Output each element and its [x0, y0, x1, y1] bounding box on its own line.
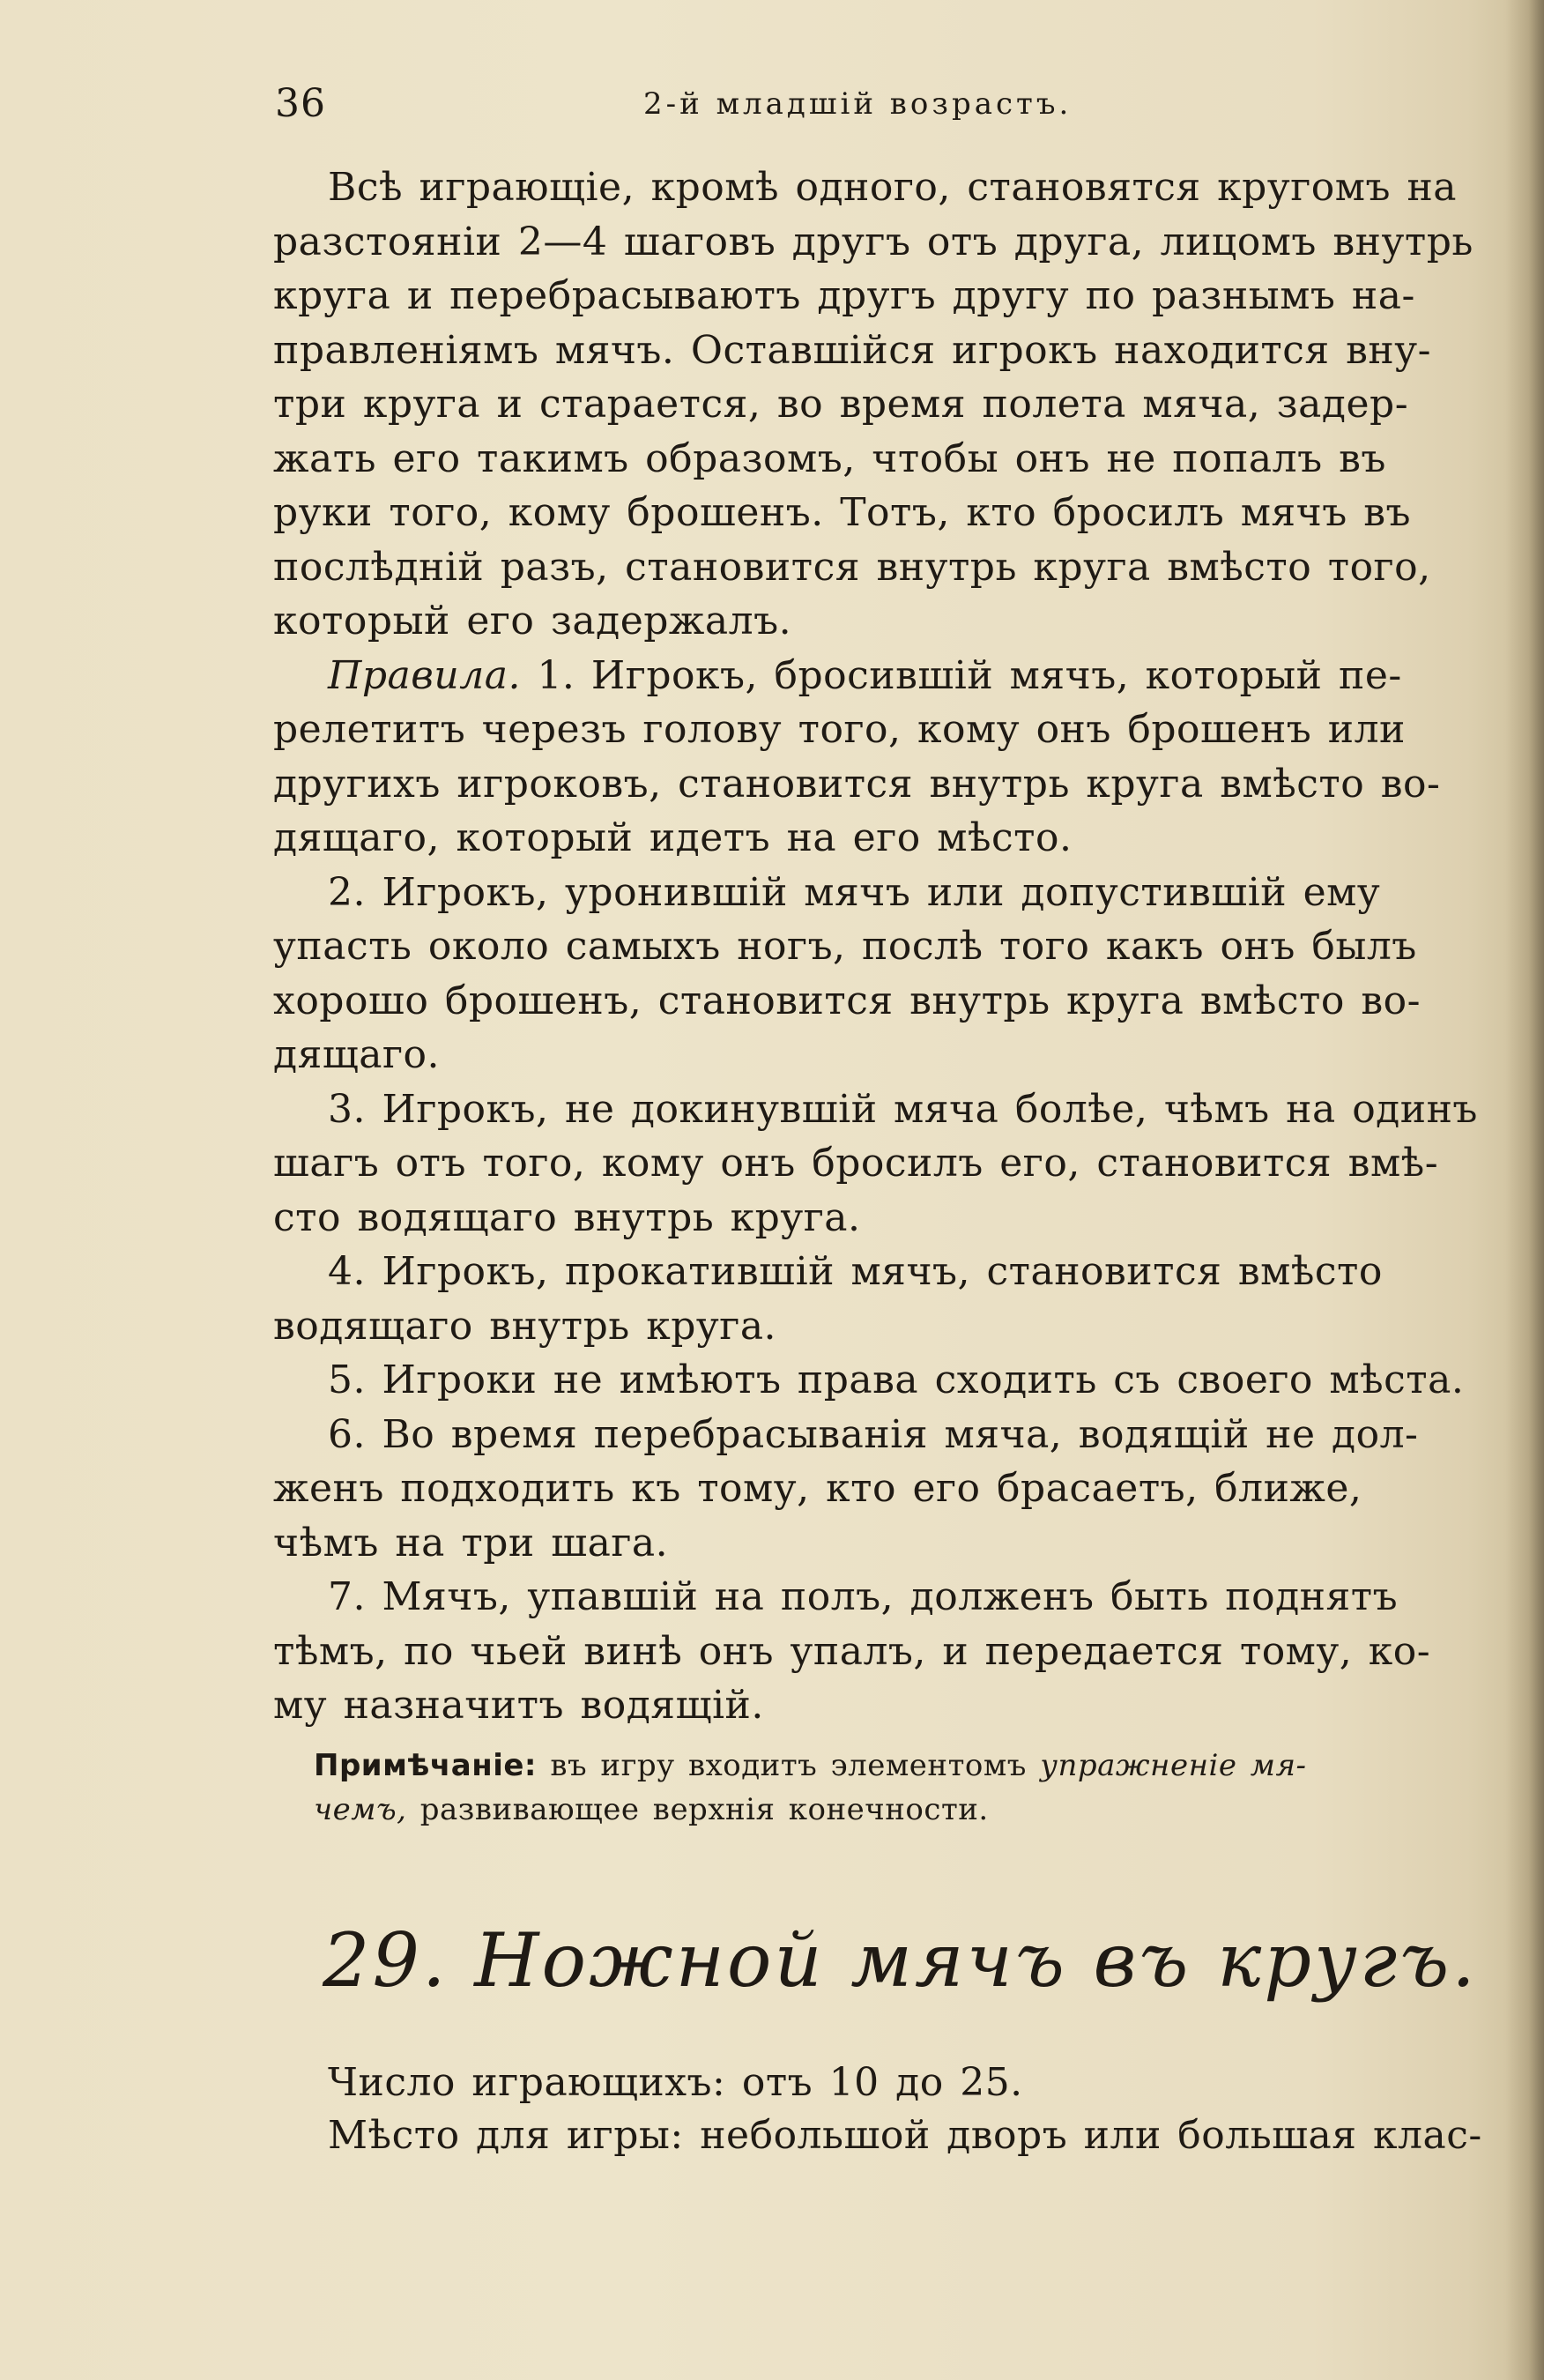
text-line-content: послѣдній разъ, становится внутрь круга вмѣсто того,: [273, 544, 1431, 590]
text-line-content: чѣмъ на три шага.: [273, 1520, 669, 1566]
text-line-content: жать его такимъ образомъ, чтобы онъ не попалъ въ: [273, 435, 1386, 481]
text-line-content: женъ подходить къ тому, кто его брасаетъ, ближе,: [273, 1466, 1362, 1511]
text-line: [273, 811, 1441, 866]
text-line: [273, 1408, 1441, 1462]
text-line-content: Всѣ играющіе, кромѣ одного, становятся кругомъ на: [328, 165, 1458, 210]
text-line: [273, 324, 1441, 378]
text-line: [273, 1299, 1441, 1354]
text-line-content: 3. Игрокъ, не докинувшій мяча болѣе, чѣмъ на одинъ: [328, 1086, 1478, 1132]
text-line: [273, 160, 1458, 215]
text-line: [273, 269, 1441, 324]
section-intro: [328, 2056, 1482, 2162]
text-line: [273, 974, 1441, 1029]
text-line: [273, 594, 1441, 649]
text-line-content: 5. Игроки не имѣютъ права сходить съ своего мѣста.: [328, 1357, 1465, 1402]
running-head-title: 2-й младшій возрастъ.: [643, 86, 1073, 122]
text-line: [273, 1028, 1441, 1082]
note-italic: чемъ,: [314, 1792, 407, 1827]
rules-label: Правила.: [328, 652, 521, 698]
text-line-content: му назначитъ водящій.: [273, 1683, 764, 1728]
text-line: [273, 919, 1441, 974]
text-line: [273, 1136, 1441, 1191]
text-line-content: 6. Во время перебрасыванія мяча, водящій не дол-: [328, 1411, 1419, 1457]
text-line-content: руки того, кому брошенъ. Тотъ, кто бросилъ мячъ въ: [273, 490, 1412, 535]
text-line: [273, 1570, 1441, 1625]
players-count-line: Число играющихъ: отъ 10 до 25.: [328, 2060, 1023, 2105]
game-place-line: Мѣсто для игры: небольшой дворъ или большая клас-: [328, 2113, 1482, 2158]
page-gutter-shadow: [1505, 0, 1544, 2380]
text-line-content: правленіямъ мячъ. Оставшійся игрокъ находится вну-: [273, 327, 1432, 373]
text-line: [273, 649, 1441, 703]
text-line: [273, 486, 1441, 540]
text-line: [273, 1625, 1441, 1679]
text-line: [273, 1191, 1441, 1246]
text-line-content: три круга и старается, во время полета мяча, задер-: [273, 382, 1409, 427]
text-line-content: 7. Мячъ, упавшій на полъ, долженъ быть поднятъ: [328, 1574, 1399, 1619]
note-line: [314, 1788, 1442, 1832]
text-line-content: дящаго.: [273, 1032, 441, 1077]
text-line: [273, 1461, 1441, 1516]
text-line-content: упасть около самыхъ ногъ, послѣ того какъ онъ былъ: [273, 924, 1417, 969]
note-line: [314, 1744, 1442, 1788]
text-line-content: разстояніи 2—4 шаговъ другъ отъ друга, лицомъ внутрь: [273, 219, 1473, 264]
running-head: [264, 81, 1445, 134]
text-line-content: дящаго, который идетъ на его мѣсто.: [273, 815, 1073, 860]
text-line-content: 2. Игрокъ, уронившій мячъ или допустившій ему: [328, 869, 1381, 915]
note-text: развивающее верхнія конечности.: [406, 1792, 989, 1827]
section-heading: 29. Ножной мячъ въ кругъ.: [323, 1917, 1478, 2004]
text-line-content: хорошо брошенъ, становится внутрь круга вмѣсто во-: [273, 978, 1421, 1023]
text-line: [273, 377, 1441, 432]
note-text: въ игру входитъ элементомъ: [537, 1748, 1041, 1783]
text-line-content: шагъ отъ того, кому онъ бросилъ его, становится вмѣ-: [273, 1141, 1439, 1186]
text-line-content: 4. Игрокъ, прокатившій мячъ, становится вмѣсто: [328, 1249, 1383, 1294]
text-line-content: водящаго внутрь круга.: [273, 1303, 777, 1349]
note-italic: упражненіе мя-: [1040, 1748, 1307, 1783]
page-number: 36: [275, 81, 326, 126]
text-line-content: который его задержалъ.: [273, 599, 792, 643]
text-line: [273, 1245, 1441, 1299]
text-line: [273, 1516, 1441, 1571]
text-line-content: релетитъ черезъ голову того, кому онъ брошенъ или: [273, 707, 1406, 752]
text-line: [273, 432, 1441, 487]
text-line-content: сто водящаго внутрь круга.: [273, 1194, 861, 1240]
text-line: [273, 757, 1441, 812]
text-line-content: круга и перебрасываютъ другъ другу по разнымъ на-: [273, 273, 1415, 318]
note: [314, 1744, 1442, 1832]
text-line: [273, 540, 1441, 595]
text-line-content: тѣмъ, по чьей винѣ онъ упалъ, и передается тому, ко-: [273, 1628, 1431, 1674]
text-line: [273, 1678, 1441, 1733]
text-line: [273, 866, 1441, 920]
text-line-content: 1. Игрокъ, бросившій мячъ, который пе-: [520, 652, 1402, 698]
body-text: [273, 160, 1478, 1733]
note-label: Примѣчаніе:: [314, 1748, 538, 1783]
text-line-content: другихъ игроковъ, становится внутрь круга вмѣсто во-: [273, 761, 1441, 807]
text-line: [273, 703, 1441, 757]
text-line: [273, 1353, 1465, 1408]
text-line: [273, 1082, 1478, 1137]
text-line: [273, 215, 1473, 270]
